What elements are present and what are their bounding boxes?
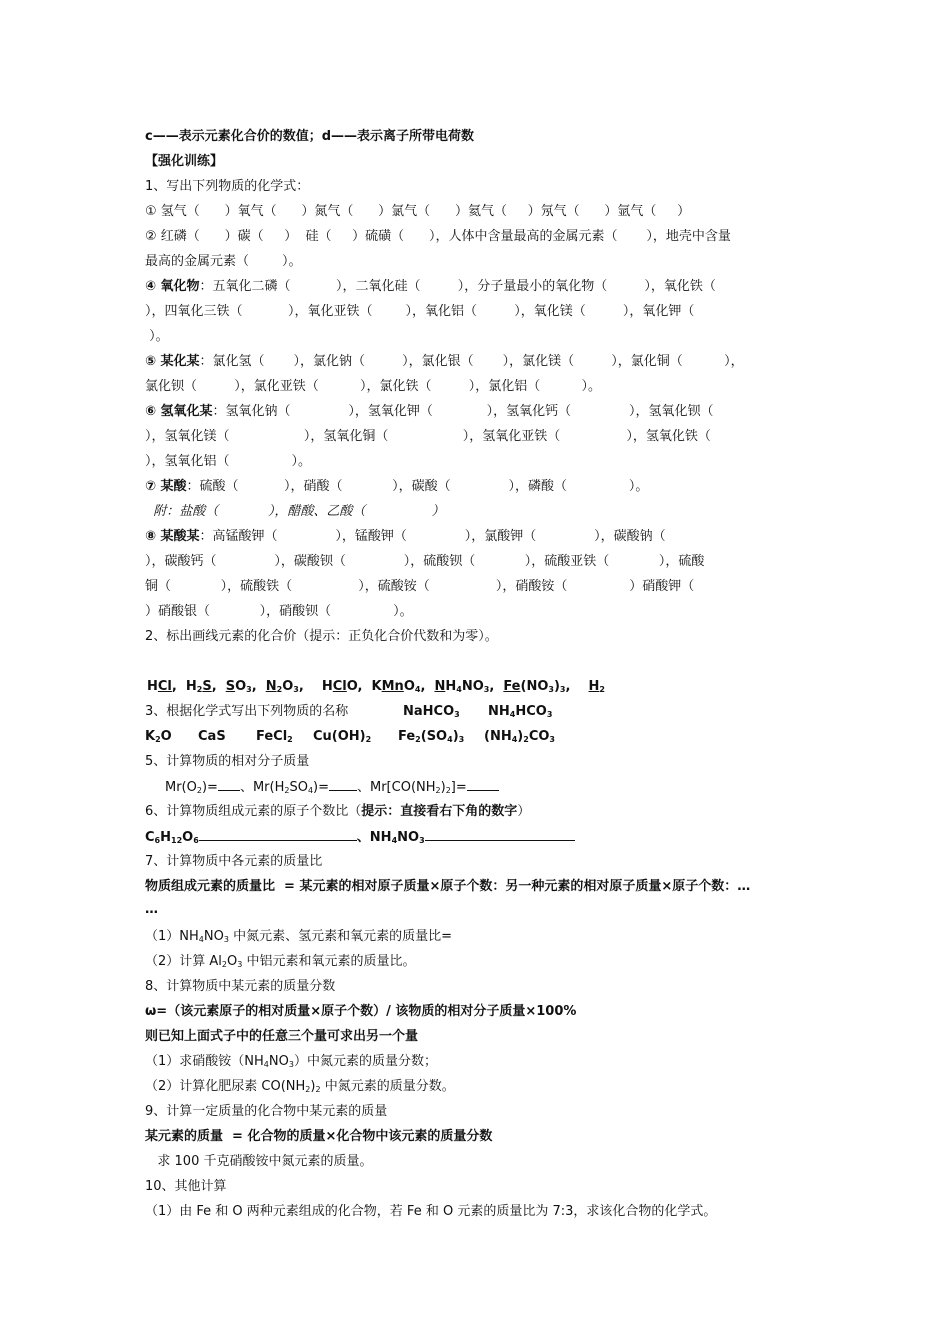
item-salts-cont-1: ），碳酸钙（ ），碳酸钡（ ），硫酸钡（ ），硫酸亚铁（ ），硫酸 [145, 554, 705, 569]
item-oxides [145, 278, 716, 296]
formula-fecl2: FeCl$_2$ [256, 729, 293, 744]
question-3 [145, 703, 553, 721]
label: ⑧ 某酸某 [145, 529, 200, 544]
section-heading: 【强化训练】 [145, 154, 224, 169]
question-1: 1、写出下列物质的化学式： [145, 179, 310, 194]
mass-fraction-formula: ω=（该元素原子的相对质量×原子个数）/ 该物质的相对分子质量×100% [145, 1004, 577, 1019]
text: ：五氧化二磷（ ），二氧化硅（ ），分子量最小的氧化物（ ），氧化铁（ [199, 279, 716, 294]
formula-fe2so43: $Fe_2(SO_4)_3$ [398, 729, 465, 744]
question-5: 5、计算物质的相对分子质量 [145, 754, 310, 769]
q10-part-1: （1）由 Fe 和 O 两种元素组成的化合物，若 Fe 和 O 元素的质量比为 7:3，求该化合物的化学式。 [145, 1204, 717, 1219]
formula-caoh2: $Cu(OH)_2$ [313, 729, 372, 744]
label: ⑥ 氢氧化某 [145, 404, 213, 419]
question-9: 9、计算一定质量的化合物中某元素的质量 [145, 1104, 388, 1119]
item-oxides-end: ）。 [145, 329, 169, 344]
question-6 [145, 803, 530, 821]
question-2: 2、标出画线元素的化合价（提示：正负化合价代数和为零）。 [145, 629, 498, 644]
item-oxides-cont: ），四氧化三铁（ ），氧化亚铁（ ），氧化铝（ ），氧化镁（ ），氧化钾（ [145, 304, 695, 319]
mr-blanks: $Mr(O_2)=$ 、$Mr(H_2SO_4)=$ 、$Mr[CO(NH_2)_2]=$ [165, 778, 499, 797]
question-10: 10、其他计算 [145, 1179, 227, 1194]
formula-nahco3: NaHCO$_3$ [403, 704, 460, 719]
item-elements-cont: 最高的金属元素（ ）。 [145, 254, 302, 269]
q9-task: 求 100 千克硝酸铵中氮元素的质量。 [145, 1154, 373, 1169]
text: ：高锰酸钾（ ），锰酸钾（ ），氯酸钾（ ），碳酸钠（ [199, 529, 666, 544]
question-8: 8、计算物质中某元素的质量分数 [145, 979, 336, 994]
formula-cas: CaS [198, 729, 226, 744]
item-salts-end: ）硝酸银（ ），硝酸钡（ ）。 [145, 604, 413, 619]
mass-ratio-formula: 物质组成元素的质量比 = 某元素的相对原子质量×原子个数：另一种元素的相对原子质量×原子个数：… [145, 879, 751, 894]
label: ④ 氧化物 [145, 279, 200, 294]
item-chlorides-cont: 氯化钡（ ），氯化亚铁（ ），氯化铁（ ），氯化铝（ ）。 [145, 379, 602, 394]
label: ⑤ 某化某 [145, 354, 200, 369]
ratio-blanks: $C_6H_{12}O_6$ 、$NH_4NO_3$ [145, 828, 575, 847]
item-salts-cont-2: 铜（ ），硫酸铁（ ），硫酸铵（ ），硝酸铵（ ）硝酸钾（ [145, 579, 695, 594]
text: ：氯化氢（ ），氯化钠（ ），氯化银（ ），氯化镁（ ），氯化铜（ ）， [199, 354, 744, 369]
item-hydroxides-end: ），氢氧化铝（ ）。 [145, 454, 311, 469]
item-acids [145, 478, 648, 496]
item-hydroxides [145, 403, 713, 421]
mass-ratio-formula-cont: … [145, 902, 158, 917]
mass-fraction-note: 则已知上面式子中的任意三个量可求出另一个量 [145, 1029, 419, 1044]
text: ：硫酸（ ），硝酸（ ），碳酸（ ），磷酸（ ）。 [186, 479, 649, 494]
valence-formulas: HCl, $H_2S$, $SO_3$, $N_2O_3$, HClO, KMnO$_4$, $NH_4NO_3$, $Fe(NO_3)_3$, $H_2$ [147, 679, 605, 694]
element-mass-formula: 某元素的质量 = 化合物的质量×化合物中该元素的质量分数 [145, 1129, 493, 1144]
formula-nh4hco3: $NH_4HCO_3$ [488, 704, 553, 719]
text: ：氢氧化钠（ ），氢氧化钾（ ），氢氧化钙（ ），氢氧化钡（ [212, 404, 714, 419]
label: ⑦ 某酸 [145, 479, 187, 494]
item-salts [145, 528, 666, 546]
definition-line: c——表示元素化合价的数值；d——表示离子所带电荷数 [145, 129, 475, 144]
formula-k2o: $K_2O$ [145, 729, 172, 744]
q6-text: 6、计算物质组成元素的原子个数比（ [145, 804, 362, 819]
question-7: 7、计算物质中各元素的质量比 [145, 854, 323, 869]
q6-hint: 提示：直接看右下角的数字 [361, 804, 518, 819]
q8-part-2: （2）计算化肥尿素 $CO(NH_2)_2$ 中氮元素的质量分数。 [145, 1079, 455, 1094]
q6-close: ） [517, 804, 531, 819]
formula-nh42co3: $(NH_4)_2CO_3$ [484, 729, 555, 744]
q8-part-1: （1）求硝酸铵$(NH_4NO_3)$中氮元素的质量分数； [145, 1054, 437, 1069]
acids-note: 附：盐酸（ ），醋酸、乙酸（ ） [145, 504, 445, 519]
item-hydroxides-cont: ），氢氧化镁（ ），氢氧化铜（ ），氢氧化亚铁（ ），氢氧化铁（ [145, 429, 711, 444]
item-chlorides [145, 353, 744, 371]
item-elements: ② 红磷（ ）碳（ ） 硅（ ）硫磺（ ），人体中含量最高的金属元素（ ），地壳中含量 [145, 229, 731, 244]
q7-part-1: $(1)NH_4NO_3$ 中氮元素、氢元素和氧元素的质量比= [145, 929, 452, 944]
question-3-text: 3、根据化学式写出下列物质的名称 [145, 704, 349, 719]
q7-part-2: （2）计算 $Al_2O_3$ 中铝元素和氧元素的质量比。 [145, 954, 416, 969]
item-gases: ① 氢气（ ）氧气（ ）氮气（ ）氯气（ ）氦气（ ）氖气（ ）氩气（ ） [145, 204, 691, 219]
